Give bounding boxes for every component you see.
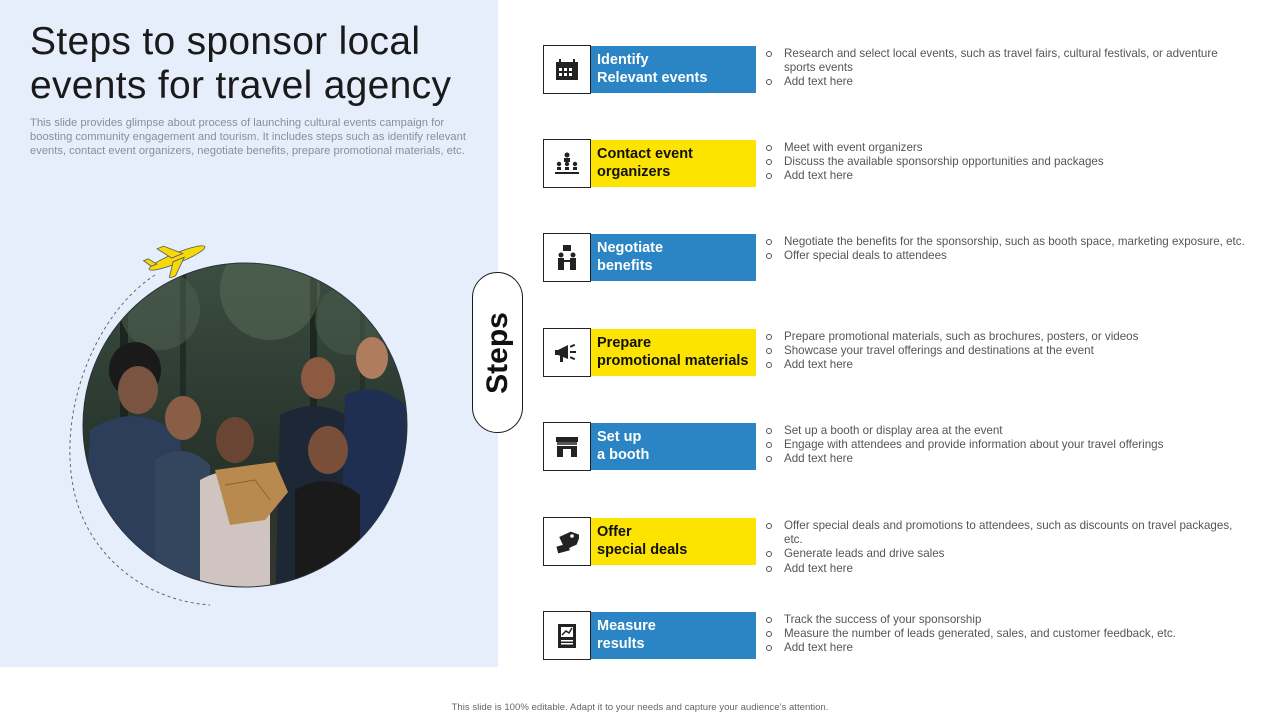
step-bullet: Offer special deals and promotions to attendees, such as discounts on travel packages, etc.	[765, 519, 1245, 547]
step-bullet: Offer special deals to attendees	[765, 249, 1245, 263]
step-bullet: Add text here	[765, 358, 1245, 372]
step-bullet: Prepare promotional materials, such as brochures, posters, or videos	[765, 330, 1245, 344]
step-bullet: Research and select local events, such as travel fairs, cultural festivals, or adventure sports events	[765, 47, 1245, 75]
step-bullets	[765, 235, 1245, 263]
discount-tag-icon	[543, 517, 591, 566]
step-title: Set up a booth	[591, 423, 756, 470]
step-bullet: Negotiate the benefits for the sponsorship, such as booth space, marketing exposure, etc.	[765, 235, 1245, 249]
step-bullet: Meet with event organizers	[765, 141, 1245, 155]
step-bullets	[765, 330, 1245, 373]
step-bullet: Generate leads and drive sales	[765, 547, 1245, 561]
step-bullets	[765, 141, 1245, 184]
footer-note: This slide is 100% editable. Adapt it to your needs and capture your audience’s attention.	[451, 702, 829, 713]
org-chart-icon	[543, 139, 591, 188]
step-bullets	[765, 519, 1245, 576]
handshake-icon	[543, 233, 591, 282]
step-bullets	[765, 613, 1245, 656]
step-bullet: Set up a booth or display area at the event	[765, 424, 1245, 438]
step-title: Measure results	[591, 612, 756, 659]
step-row	[543, 328, 1243, 378]
steps-pill-label: Steps	[480, 311, 514, 394]
steps-pill	[472, 272, 523, 433]
step-bullet: Track the success of your sponsorship	[765, 613, 1245, 627]
step-bullet: Add text here	[765, 562, 1245, 576]
step-bullet: Add text here	[765, 75, 1245, 89]
step-row	[543, 422, 1243, 472]
step-title: Contact event organizers	[591, 140, 756, 187]
step-bullet: Discuss the available sponsorship opportunities and packages	[765, 155, 1245, 169]
step-row	[543, 139, 1243, 189]
megaphone-icon	[543, 328, 591, 377]
team-photo	[60, 230, 420, 610]
step-bullet: Engage with attendees and provide information about your travel offerings	[765, 438, 1245, 452]
step-row	[543, 611, 1243, 661]
step-title: Negotiate benefits	[591, 234, 756, 281]
slide-description: This slide provides glimpse about process of launching cultural events campaign for boosting community engagement and tourism. It includes steps such as identify relevant events, contact event organizers, negotiate benefits, prepare promotional materials, etc.	[30, 117, 466, 158]
step-bullets	[765, 47, 1245, 90]
report-icon	[543, 611, 591, 660]
step-title: Identify Relevant events	[591, 46, 756, 93]
step-bullet: Showcase your travel offerings and destinations at the event	[765, 344, 1245, 358]
step-bullet: Add text here	[765, 452, 1245, 466]
calendar-icon	[543, 45, 591, 94]
step-bullet: Measure the number of leads generated, sales, and customer feedback, etc.	[765, 627, 1245, 641]
step-title: Prepare promotional materials	[591, 329, 756, 376]
step-row	[543, 233, 1243, 283]
step-row	[543, 517, 1243, 575]
step-bullet: Add text here	[765, 169, 1245, 183]
step-bullets	[765, 424, 1245, 467]
page-title: Steps to sponsor local events for travel agency	[30, 20, 452, 107]
step-title: Offer special deals	[591, 518, 756, 565]
step-bullet: Add text here	[765, 641, 1245, 655]
booth-icon	[543, 422, 591, 471]
airplane-icon	[142, 238, 212, 278]
step-row	[543, 45, 1243, 95]
